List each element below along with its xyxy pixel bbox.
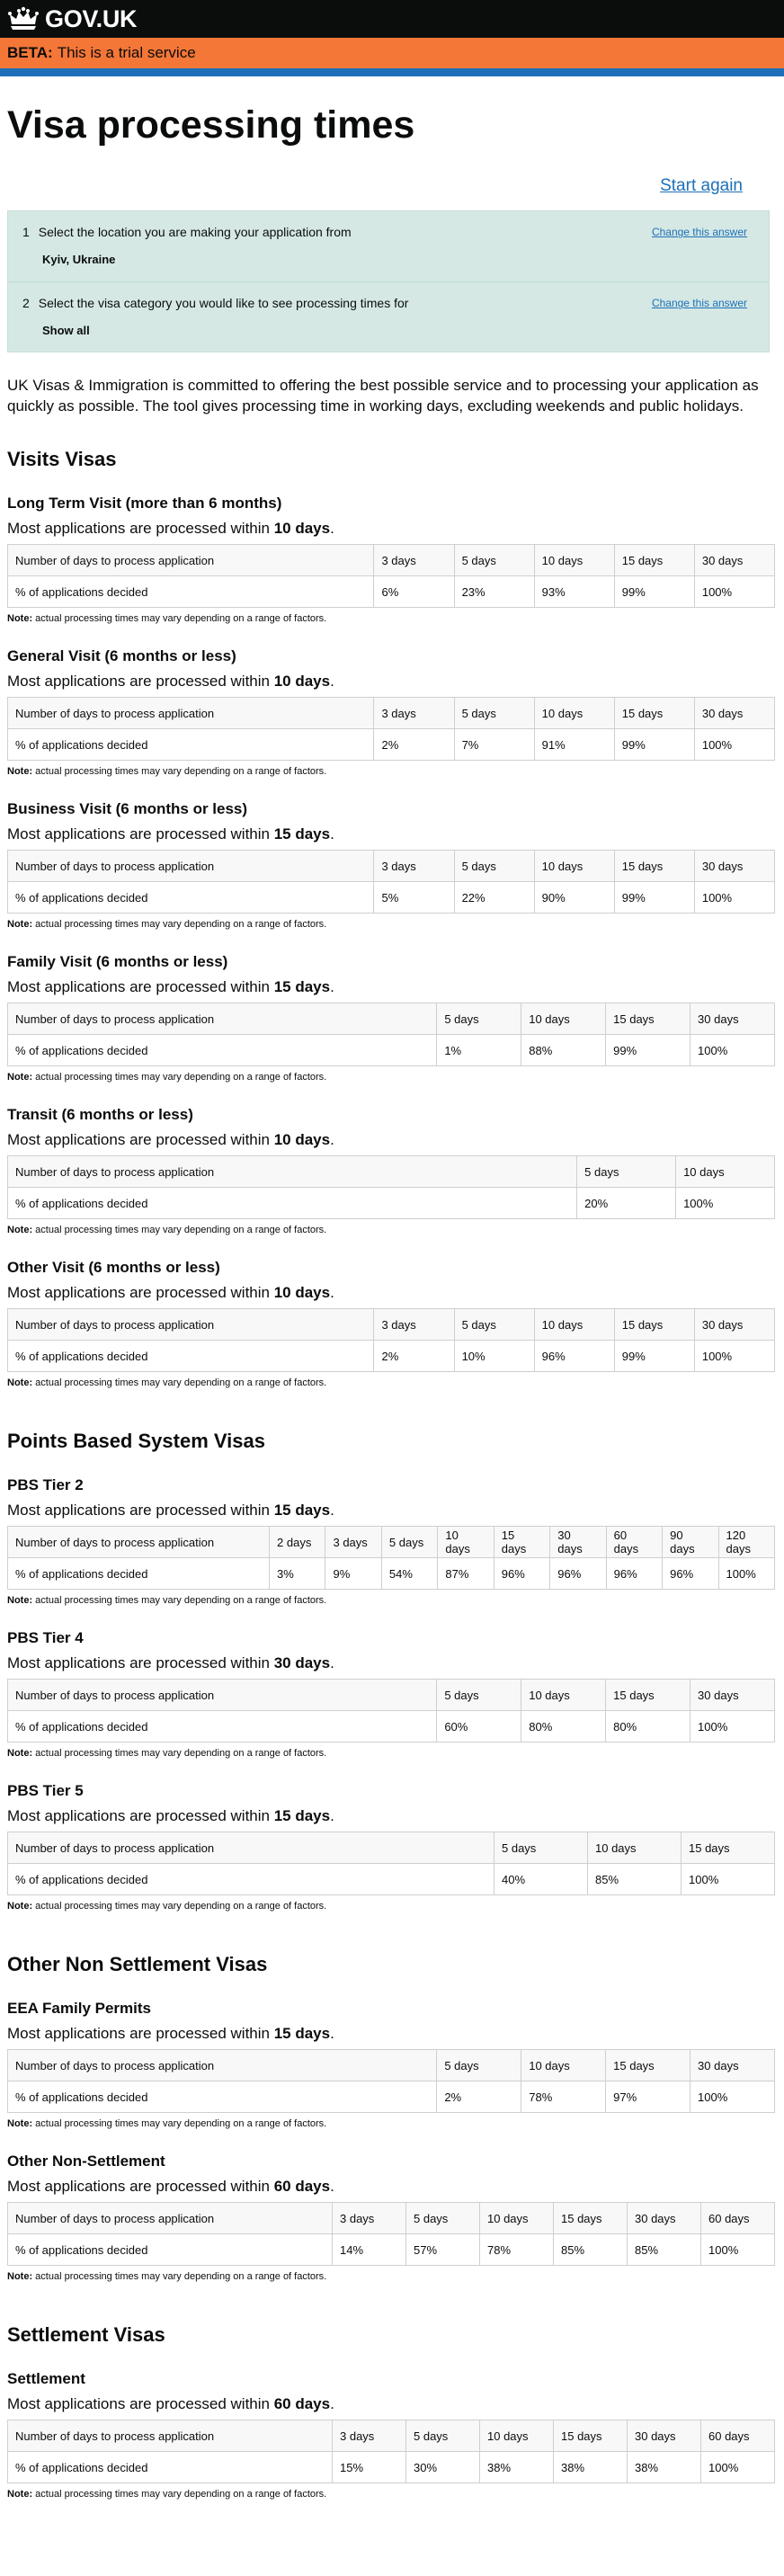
answer-number: 2 (22, 296, 30, 311)
percent-cell: 60% (437, 1711, 521, 1743)
visa-heading: PBS Tier 2 (7, 1476, 84, 1494)
visa-heading: Business Visit (6 months or less) (7, 800, 248, 818)
percent-cell: 85% (554, 2234, 628, 2266)
visa-heading: PBS Tier 4 (7, 1629, 84, 1647)
processing-note (7, 766, 777, 777)
visa-heading: PBS Tier 5 (7, 1782, 84, 1800)
processing-note (7, 2271, 777, 2282)
percent-cell: 38% (628, 2452, 701, 2483)
processing-within-days: 10 days (273, 520, 331, 538)
percent-row-label: % of applications decided (8, 2234, 333, 2266)
days-cell: 120 days (718, 1527, 774, 1558)
processing-note (7, 1748, 777, 1759)
days-cell: 10 days (521, 1680, 606, 1711)
days-cell: 5 days (437, 1003, 521, 1035)
note-text: actual processing times may vary depending on a range of factors. (35, 613, 327, 625)
processing-within-days: 15 days (273, 825, 331, 843)
days-cell: 15 days (682, 1832, 775, 1864)
percent-cell: 99% (614, 882, 694, 914)
note-text: actual processing times may vary depending on a range of factors. (35, 1748, 327, 1760)
processing-summary: Most applications are processed within 10 days. (7, 673, 334, 691)
previous-answers (7, 210, 770, 352)
table-row (8, 729, 775, 761)
percent-row-label: % of applications decided (8, 1711, 437, 1743)
processing-summary: Most applications are processed within 15 days. (7, 978, 334, 996)
days-cell: 15 days (614, 698, 694, 729)
days-cell: 5 days (454, 545, 534, 576)
processing-times-table (7, 1679, 775, 1743)
visa-heading: Long Term Visit (more than 6 months) (7, 495, 282, 513)
days-cell: 30 days (628, 2203, 701, 2234)
phase-text: This is a trial service (57, 44, 196, 61)
percent-cell: 97% (606, 2081, 690, 2113)
table-header-row (8, 1527, 775, 1558)
percent-row-label: % of applications decided (8, 882, 374, 914)
visa-heading: EEA Family Permits (7, 2000, 151, 2018)
processing-times-table (7, 2049, 775, 2113)
table-header-row (8, 1003, 775, 1035)
change-answer-link[interactable]: Change this answer (651, 226, 747, 239)
days-cell: 10 days (588, 1832, 682, 1864)
days-cell: 5 days (406, 2203, 480, 2234)
start-again-row (7, 176, 777, 196)
note-label: Note: (7, 919, 33, 931)
processing-note (7, 2118, 777, 2129)
days-cell: 3 days (374, 545, 454, 576)
percent-cell: 100% (694, 576, 774, 608)
processing-times-table (7, 1155, 775, 1219)
note-text: actual processing times may vary depending on a range of factors. (35, 2489, 327, 2500)
processing-note (7, 1377, 777, 1388)
note-label: Note: (7, 2271, 33, 2283)
percent-row-label: % of applications decided (8, 729, 374, 761)
percent-cell: 6% (374, 576, 454, 608)
section-heading: Settlement Visas (7, 2323, 165, 2347)
processing-summary: Most applications are processed within 60 days. (7, 2395, 334, 2413)
percent-cell: 14% (333, 2234, 406, 2266)
days-cell: 30 days (690, 1003, 775, 1035)
processing-within-days: 60 days (273, 2395, 331, 2413)
percent-row-label: % of applications decided (8, 2452, 333, 2483)
processing-within-days: 60 days (273, 2178, 331, 2196)
note-label: Note: (7, 766, 33, 778)
processing-times-table (7, 1526, 775, 1590)
answer-value: Kyiv, Ukraine (42, 253, 116, 267)
processing-summary: Most applications are processed within 15 days. (7, 1807, 334, 1825)
days-cell: 2 days (270, 1527, 325, 1558)
site-header (0, 0, 784, 38)
table-header-row (8, 1156, 775, 1188)
section-heading: Visits Visas (7, 448, 117, 471)
percent-cell: 15% (333, 2452, 406, 2483)
days-cell: 10 days (521, 1003, 606, 1035)
percent-cell: 100% (718, 1558, 774, 1590)
days-row-label: Number of days to process application (8, 1156, 577, 1188)
percent-cell: 93% (534, 576, 614, 608)
section-heading: Points Based System Visas (7, 1430, 265, 1453)
page-title: Visa processing times (7, 103, 415, 147)
processing-summary: Most applications are processed within 30 days. (7, 1654, 334, 1672)
processing-times-table (7, 1003, 775, 1066)
table-row (8, 882, 775, 914)
percent-row-label: % of applications decided (8, 1188, 577, 1219)
days-cell: 5 days (454, 1309, 534, 1341)
table-header-row (8, 2050, 775, 2081)
percent-row-label: % of applications decided (8, 1035, 437, 1066)
note-text: actual processing times may vary depending on a range of factors. (35, 1595, 327, 1607)
processing-note (7, 919, 777, 930)
answer-item-category (8, 281, 769, 352)
percent-cell: 2% (374, 729, 454, 761)
days-cell: 5 days (454, 698, 534, 729)
days-cell: 3 days (374, 1309, 454, 1341)
answer-item-location (8, 211, 769, 281)
section-heading: Other Non Settlement Visas (7, 1953, 268, 1976)
days-cell: 10 days (534, 851, 614, 882)
processing-summary: Most applications are processed within 10 days. (7, 1131, 334, 1149)
note-label: Note: (7, 1072, 33, 1083)
processing-within-days: 10 days (273, 1284, 331, 1302)
table-row (8, 1864, 775, 1895)
processing-within-days: 10 days (273, 1131, 331, 1149)
days-cell: 90 days (663, 1527, 718, 1558)
days-cell: 60 days (606, 1527, 662, 1558)
days-cell: 5 days (381, 1527, 437, 1558)
processing-note (7, 1901, 777, 1912)
percent-cell: 54% (381, 1558, 437, 1590)
processing-within-days: 15 days (273, 1807, 331, 1825)
processing-summary: Most applications are processed within 10 days. (7, 1284, 334, 1302)
percent-cell: 57% (406, 2234, 480, 2266)
percent-cell: 91% (534, 729, 614, 761)
days-cell: 30 days (694, 545, 774, 576)
days-cell: 3 days (333, 2203, 406, 2234)
days-row-label: Number of days to process application (8, 1680, 437, 1711)
percent-cell: 96% (494, 1558, 549, 1590)
days-cell: 3 days (374, 698, 454, 729)
processing-times-table (7, 1308, 775, 1372)
days-cell: 3 days (325, 1527, 381, 1558)
table-row (8, 576, 775, 608)
note-label: Note: (7, 1901, 33, 1912)
table-header-row (8, 1680, 775, 1711)
percent-cell: 87% (438, 1558, 494, 1590)
processing-summary: Most applications are processed within 15 days. (7, 1502, 334, 1520)
processing-note (7, 1225, 777, 1235)
days-cell: 5 days (406, 2420, 480, 2452)
percent-cell: 85% (588, 1864, 682, 1895)
days-cell: 15 days (606, 1003, 690, 1035)
answer-value: Show all (42, 324, 90, 338)
processing-note (7, 1072, 777, 1083)
processing-within-days: 10 days (273, 673, 331, 691)
days-cell: 15 days (606, 2050, 690, 2081)
percent-cell: 10% (454, 1341, 534, 1372)
table-header-row (8, 2420, 775, 2452)
answer-number: 1 (22, 225, 30, 240)
days-cell: 10 days (438, 1527, 494, 1558)
days-cell: 30 days (628, 2420, 701, 2452)
phase-banner (0, 38, 784, 76)
percent-cell: 2% (374, 1341, 454, 1372)
percent-row-label: % of applications decided (8, 1341, 374, 1372)
percent-cell: 100% (694, 1341, 774, 1372)
days-cell: 30 days (694, 698, 774, 729)
percent-cell: 78% (480, 2234, 554, 2266)
days-row-label: Number of days to process application (8, 1832, 494, 1864)
phase-tag: BETA: (7, 44, 53, 61)
percent-cell: 30% (406, 2452, 480, 2483)
note-text: actual processing times may vary depending on a range of factors. (35, 1377, 327, 1389)
days-cell: 10 days (480, 2203, 554, 2234)
percent-cell: 96% (606, 1558, 662, 1590)
percent-cell: 100% (682, 1864, 775, 1895)
note-text: actual processing times may vary depending on a range of factors. (35, 1901, 327, 1912)
start-again-link[interactable]: Start again (660, 176, 743, 196)
percent-cell: 78% (521, 2081, 606, 2113)
main-content (0, 103, 784, 2500)
percent-cell: 1% (437, 1035, 521, 1066)
processing-summary: Most applications are processed within 15 days. (7, 825, 334, 843)
table-row (8, 1558, 775, 1590)
days-cell: 10 days (676, 1156, 775, 1188)
visa-heading: Family Visit (6 months or less) (7, 953, 228, 971)
answer-question (22, 296, 747, 310)
processing-within-days: 15 days (273, 1502, 331, 1520)
processing-within-days: 15 days (273, 978, 331, 996)
percent-row-label: % of applications decided (8, 1864, 494, 1895)
days-cell: 15 days (554, 2203, 628, 2234)
percent-cell: 23% (454, 576, 534, 608)
processing-times-table (7, 2202, 775, 2266)
crown-icon (7, 6, 40, 31)
table-row (8, 1711, 775, 1743)
table-row (8, 2452, 775, 2483)
change-answer-link[interactable]: Change this answer (651, 297, 747, 310)
days-cell: 5 days (494, 1832, 588, 1864)
percent-cell: 5% (374, 882, 454, 914)
note-text: actual processing times may vary depending on a range of factors. (35, 919, 327, 931)
percent-cell: 96% (534, 1341, 614, 1372)
days-cell: 10 days (534, 698, 614, 729)
processing-times-table (7, 2420, 775, 2483)
table-row (8, 2234, 775, 2266)
days-row-label: Number of days to process application (8, 2050, 437, 2081)
processing-within-days: 15 days (273, 2025, 331, 2043)
days-row-label: Number of days to process application (8, 2420, 333, 2452)
percent-cell: 40% (494, 1864, 588, 1895)
days-cell: 15 days (494, 1527, 549, 1558)
days-cell: 10 days (480, 2420, 554, 2452)
note-text: actual processing times may vary depending on a range of factors. (35, 2118, 327, 2130)
days-cell: 3 days (374, 851, 454, 882)
percent-row-label: % of applications decided (8, 576, 374, 608)
percent-cell: 3% (270, 1558, 325, 1590)
percent-cell: 100% (690, 1711, 775, 1743)
processing-summary: Most applications are processed within 60 days. (7, 2178, 334, 2196)
percent-cell: 100% (694, 729, 774, 761)
processing-times-table (7, 544, 775, 608)
intro-text: UK Visas & Immigration is committed to offering the best possible service and to processing your application as quickly as possible. The tool gives processing time in working days, excluding weekends and public holidays. (7, 377, 759, 415)
days-cell: 60 days (701, 2203, 775, 2234)
table-header-row (8, 1832, 775, 1864)
visa-heading: Settlement (7, 2370, 85, 2388)
days-cell: 15 days (614, 851, 694, 882)
percent-cell: 2% (437, 2081, 521, 2113)
note-label: Note: (7, 2489, 33, 2500)
percent-cell: 90% (534, 882, 614, 914)
note-label: Note: (7, 2118, 33, 2130)
answer-question-text: Select the visa category you would like to see processing times for (38, 296, 409, 311)
visa-heading: General Visit (6 months or less) (7, 647, 236, 665)
days-cell: 10 days (534, 545, 614, 576)
processing-summary: Most applications are processed within 10 days. (7, 520, 334, 538)
table-row (8, 1341, 775, 1372)
processing-note (7, 2489, 777, 2500)
days-row-label: Number of days to process application (8, 545, 374, 576)
processing-within-days: 30 days (273, 1654, 331, 1672)
note-text: actual processing times may vary depending on a range of factors. (35, 2271, 327, 2283)
days-cell: 30 days (694, 1309, 774, 1341)
table-header-row (8, 698, 775, 729)
percent-cell: 96% (550, 1558, 606, 1590)
table-header-row (8, 545, 775, 576)
percent-cell: 38% (554, 2452, 628, 2483)
days-cell: 10 days (534, 1309, 614, 1341)
processing-times-table (7, 1832, 775, 1895)
days-cell: 10 days (521, 2050, 606, 2081)
percent-cell: 9% (325, 1558, 381, 1590)
days-cell: 5 days (454, 851, 534, 882)
days-cell: 30 days (550, 1527, 606, 1558)
note-label: Note: (7, 613, 33, 625)
govuk-logo-link[interactable]: GOV.UK (45, 4, 138, 32)
percent-cell: 100% (701, 2234, 775, 2266)
processing-note (7, 613, 777, 624)
days-row-label: Number of days to process application (8, 698, 374, 729)
days-cell: 5 days (577, 1156, 676, 1188)
note-label: Note: (7, 1377, 33, 1389)
percent-cell: 100% (694, 882, 774, 914)
days-cell: 3 days (333, 2420, 406, 2452)
note-label: Note: (7, 1595, 33, 1607)
visa-sections (7, 448, 777, 2500)
percent-cell: 100% (690, 1035, 775, 1066)
days-row-label: Number of days to process application (8, 851, 374, 882)
days-cell: 15 days (606, 1680, 690, 1711)
table-header-row (8, 851, 775, 882)
days-cell: 30 days (690, 1680, 775, 1711)
days-cell: 30 days (694, 851, 774, 882)
table-header-row (8, 2203, 775, 2234)
processing-summary: Most applications are processed within 15 days. (7, 2025, 334, 2043)
days-cell: 15 days (614, 1309, 694, 1341)
note-label: Note: (7, 1748, 33, 1760)
days-row-label: Number of days to process application (8, 1527, 270, 1558)
percent-cell: 100% (676, 1188, 775, 1219)
table-header-row (8, 1309, 775, 1341)
percent-cell: 99% (606, 1035, 690, 1066)
percent-cell: 20% (577, 1188, 676, 1219)
percent-cell: 80% (521, 1711, 606, 1743)
percent-cell: 99% (614, 576, 694, 608)
percent-cell: 99% (614, 729, 694, 761)
percent-cell: 100% (701, 2452, 775, 2483)
table-row (8, 1035, 775, 1066)
percent-row-label: % of applications decided (8, 1558, 270, 1590)
percent-cell: 100% (690, 2081, 775, 2113)
note-label: Note: (7, 1225, 33, 1236)
percent-cell: 99% (614, 1341, 694, 1372)
percent-cell: 88% (521, 1035, 606, 1066)
note-text: actual processing times may vary depending on a range of factors. (35, 1072, 327, 1083)
visa-heading: Other Visit (6 months or less) (7, 1259, 220, 1277)
note-text: actual processing times may vary depending on a range of factors. (35, 766, 327, 778)
percent-cell: 96% (663, 1558, 718, 1590)
days-cell: 30 days (690, 2050, 775, 2081)
days-cell: 5 days (437, 1680, 521, 1711)
days-cell: 60 days (701, 2420, 775, 2452)
percent-cell: 22% (454, 882, 534, 914)
days-cell: 5 days (437, 2050, 521, 2081)
percent-cell: 85% (628, 2234, 701, 2266)
visa-heading: Other Non-Settlement (7, 2153, 165, 2170)
percent-cell: 7% (454, 729, 534, 761)
days-row-label: Number of days to process application (8, 2203, 333, 2234)
answer-question (22, 225, 747, 239)
percent-cell: 80% (606, 1711, 690, 1743)
days-cell: 15 days (554, 2420, 628, 2452)
processing-note (7, 1595, 777, 1606)
note-text: actual processing times may vary depending on a range of factors. (35, 1225, 327, 1236)
answer-question-text: Select the location you are making your application from (38, 225, 352, 240)
percent-row-label: % of applications decided (8, 2081, 437, 2113)
table-row (8, 1188, 775, 1219)
percent-cell: 38% (480, 2452, 554, 2483)
processing-times-table (7, 697, 775, 761)
table-row (8, 2081, 775, 2113)
days-row-label: Number of days to process application (8, 1003, 437, 1035)
days-cell: 15 days (614, 545, 694, 576)
visa-heading: Transit (6 months or less) (7, 1106, 193, 1124)
days-row-label: Number of days to process application (8, 1309, 374, 1341)
processing-times-table (7, 850, 775, 914)
